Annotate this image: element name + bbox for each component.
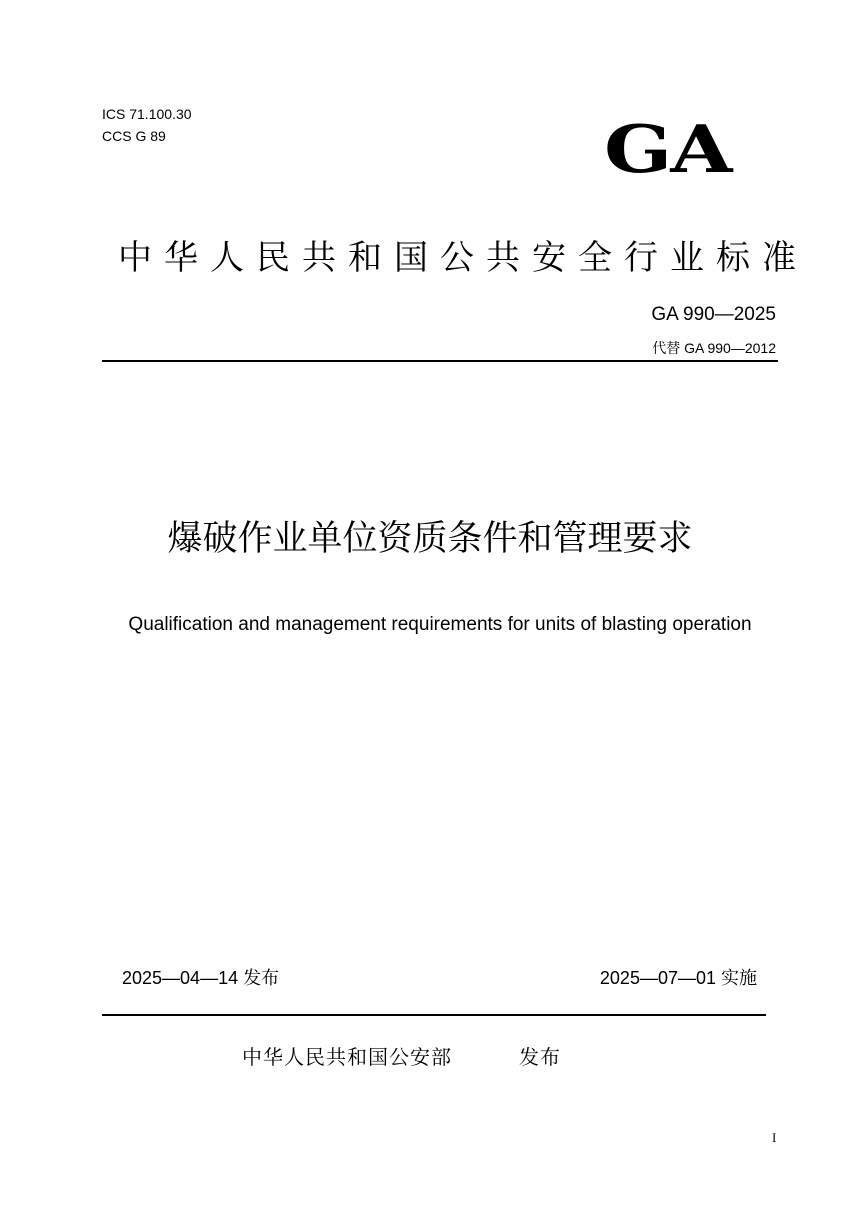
title-english: Qualification and management requirements for units of blasting operation xyxy=(128,614,752,635)
standard-number: GA 990—2025 xyxy=(651,304,776,325)
replaces-standard: 代替 GA 990—2012 xyxy=(652,340,776,356)
publisher-name: 中华人民共和国公安部 xyxy=(242,1045,452,1069)
bottom-divider xyxy=(102,1014,766,1016)
page-number: I xyxy=(772,1130,777,1145)
publish-label: 发布 xyxy=(519,1045,561,1069)
implementation-date: 2025—07—01 实施 xyxy=(599,968,757,988)
standard-type-heading: 中华人民共和国公共安全行业标准 xyxy=(118,238,808,278)
issue-date: 2025—04—14 发布 xyxy=(122,968,280,988)
ga-logo: GA xyxy=(604,110,731,188)
top-divider xyxy=(102,360,778,362)
ics-code: ICS 71.100.30 xyxy=(102,106,192,122)
title-chinese: 爆破作业单位资质条件和管理要求 xyxy=(167,519,693,559)
ccs-code: CCS G 89 xyxy=(102,128,166,144)
